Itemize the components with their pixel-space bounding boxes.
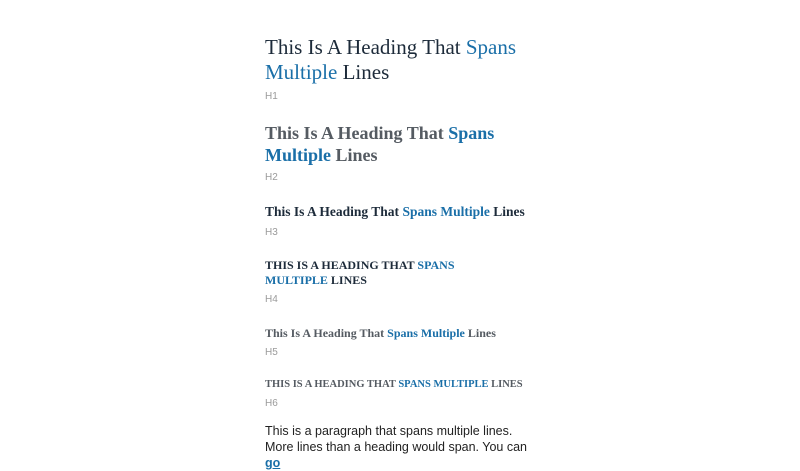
heading-h4-text: THIS IS A HEADING THAT	[265, 258, 418, 272]
heading-h2-text-end: Lines	[331, 145, 378, 165]
heading-h3-text-end: Lines	[489, 204, 525, 219]
heading-h6-label: H6	[265, 398, 278, 409]
heading-h6-text: THIS IS A HEADING THAT	[265, 379, 399, 390]
heading-h4-label: H4	[265, 294, 278, 305]
body-paragraph-text: This is a paragraph that spans multiple lines. More lines than a heading would span. You can	[265, 424, 527, 454]
heading-h1-label: H1	[265, 91, 278, 102]
heading-h3	[265, 203, 535, 221]
heading-h6-text-end: LINES	[488, 379, 523, 390]
heading-h1-link[interactable]: Spans Multiple	[265, 35, 517, 84]
heading-h2-text: This Is A Heading That	[265, 123, 449, 143]
heading-h5-link[interactable]: Spans Multiple	[387, 326, 465, 340]
heading-h1-text: This Is A Heading That	[265, 35, 466, 59]
heading-h1-text-end: Lines	[337, 60, 390, 84]
heading-h3-link[interactable]: Spans Multiple	[402, 204, 490, 219]
heading-h4-link[interactable]: SPANS MULTIPLE	[265, 258, 455, 287]
heading-h1	[265, 35, 525, 85]
heading-h2	[265, 122, 505, 166]
paragraph-link[interactable]: go	[265, 456, 281, 470]
heading-h2-link[interactable]: Spans Multiple	[265, 123, 495, 165]
heading-h5-text: This Is A Heading That	[265, 326, 388, 340]
heading-h3-label: H3	[265, 227, 278, 238]
heading-h5	[265, 325, 535, 341]
heading-h5-label: H5	[265, 347, 278, 358]
heading-h3-text: This Is A Heading That	[265, 204, 403, 219]
heading-h4-text-end: LINES	[327, 273, 367, 287]
heading-h4	[265, 258, 515, 288]
heading-h2-label: H2	[265, 172, 278, 183]
heading-h6	[265, 378, 535, 392]
body-paragraph	[265, 423, 530, 471]
heading-h6-link[interactable]: SPANS MULTIPLE	[398, 379, 489, 390]
heading-h5-text-end: Lines	[464, 326, 496, 340]
